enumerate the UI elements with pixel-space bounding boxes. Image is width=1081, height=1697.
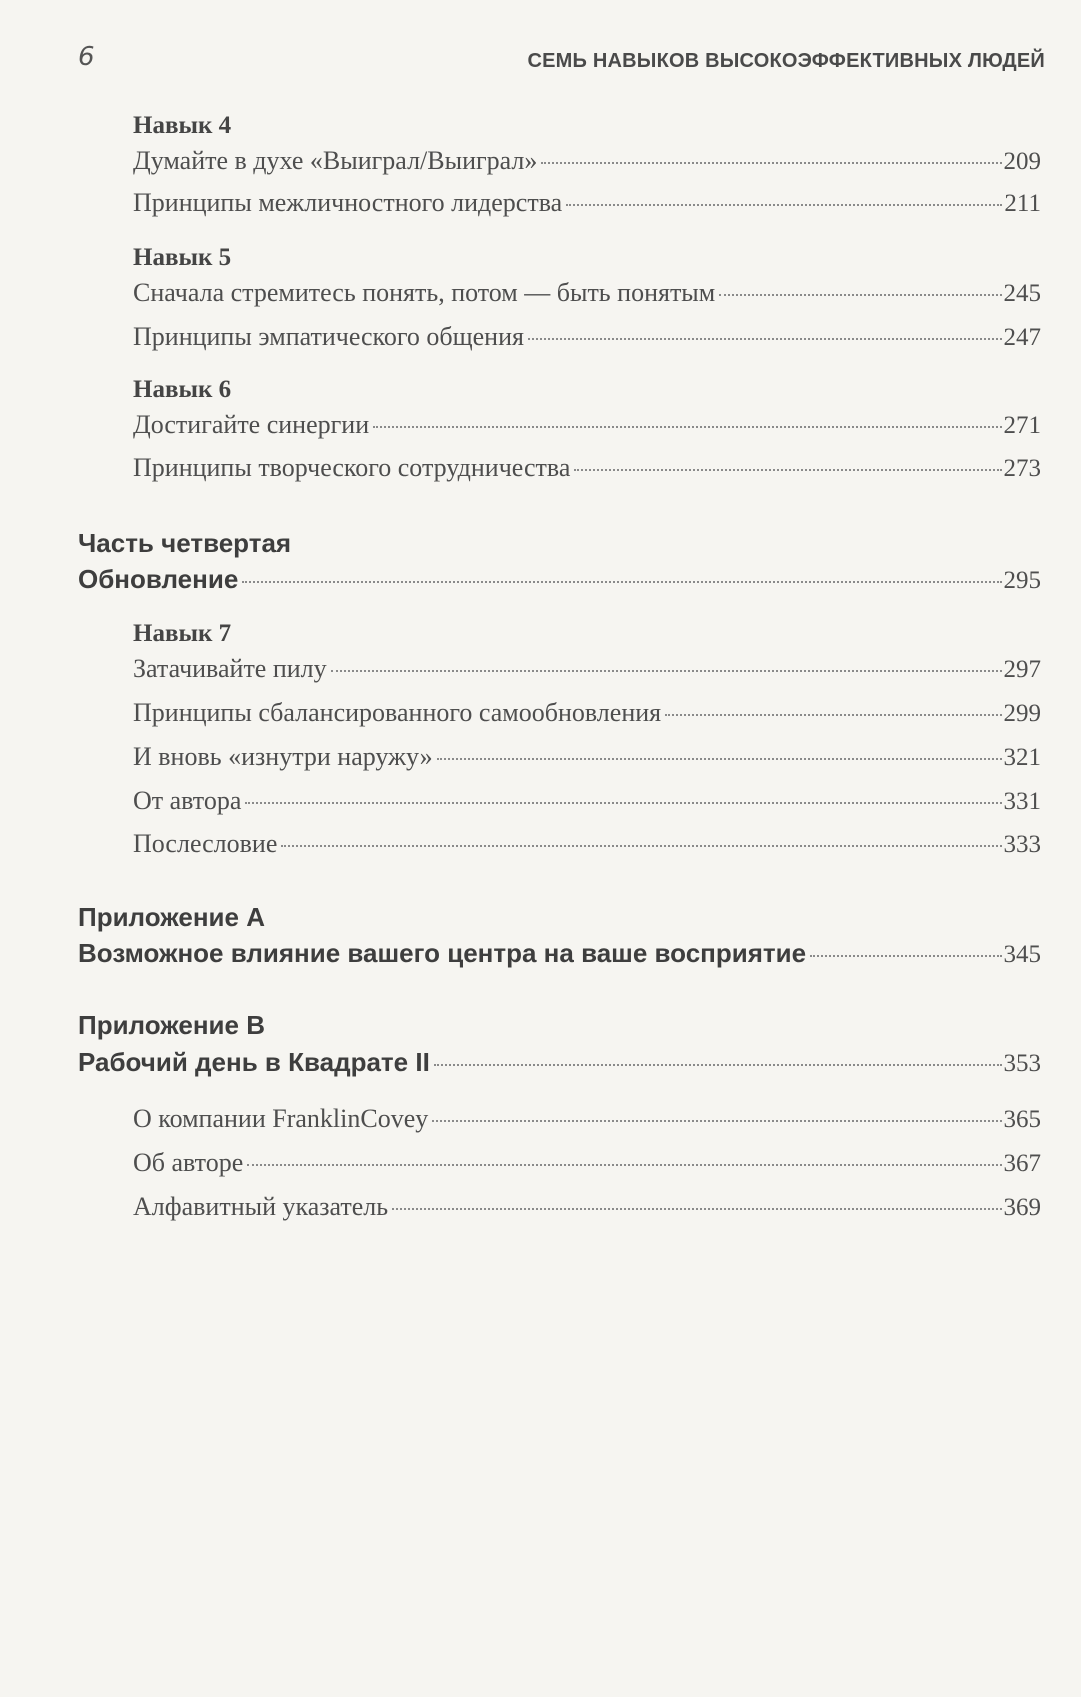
toc-entry[interactable] <box>133 453 1041 483</box>
dot-leader <box>245 802 1001 804</box>
toc-entry[interactable] <box>133 322 1041 352</box>
appendix-b-title: Приложение B <box>78 1010 265 1040</box>
toc-entry-page: 299 <box>1003 700 1041 727</box>
toc-entry-label: Принципы творческого сотрудничества <box>133 453 571 482</box>
dot-leader <box>434 1064 1002 1066</box>
toc-entry[interactable] <box>133 278 1041 308</box>
dot-leader <box>541 162 1001 164</box>
dot-leader <box>432 1120 1001 1122</box>
toc-entry-page: 367 <box>1003 1150 1041 1177</box>
toc-entry[interactable] <box>133 654 1041 684</box>
toc-entry[interactable] <box>133 742 1041 772</box>
toc-entry-label: Возможное влияние вашего центра на ваше восприятие <box>78 938 807 968</box>
toc-entry-page: 271 <box>1003 412 1041 439</box>
toc-entry-label: Рабочий день в Квадрате II <box>78 1047 430 1077</box>
dot-leader <box>810 955 1001 957</box>
toc-entry-page: 353 <box>1003 1050 1041 1077</box>
toc-entry[interactable] <box>133 829 1041 859</box>
toc-entry-label: Обновление <box>78 564 239 594</box>
toc-entry-appendix[interactable] <box>78 1047 1041 1078</box>
toc-entry[interactable] <box>133 786 1041 816</box>
toc-entry-label: Затачивайте пилу <box>133 654 327 683</box>
toc-entry[interactable] <box>133 1148 1041 1178</box>
dot-leader <box>373 426 1001 428</box>
dot-leader <box>719 294 1001 296</box>
toc-entry-page: 247 <box>1003 324 1041 351</box>
dot-leader <box>331 670 1002 672</box>
page-header <box>78 42 1045 82</box>
part-4-title: Часть четвертая <box>78 528 292 558</box>
toc-entry-page: 273 <box>1003 455 1041 482</box>
toc-entry-label: Принципы межличностного лидерства <box>133 188 563 217</box>
toc-entry-page: 211 <box>1004 190 1041 217</box>
toc-entry-label: Об авторе <box>133 1148 244 1177</box>
toc-entry-part[interactable] <box>78 564 1041 595</box>
toc-entry-label: И вновь «изнутри наружу» <box>133 742 433 771</box>
running-head: СЕМЬ НАВЫКОВ ВЫСОКОЭФФЕКТИВНЫХ ЛЮДЕЙ <box>527 50 1045 72</box>
dot-leader <box>392 1208 1001 1210</box>
toc-entry-appendix[interactable] <box>78 938 1041 969</box>
dot-leader <box>566 204 1002 206</box>
toc-entry-page: 295 <box>1003 567 1041 594</box>
toc-entry-label: Достигайте синергии <box>133 410 370 439</box>
toc-entry[interactable] <box>133 1192 1041 1222</box>
habit-5-title: Навык 5 <box>133 244 232 271</box>
dot-leader <box>437 758 1002 760</box>
toc-entry-label: Алфавитный указатель <box>133 1192 389 1221</box>
dot-leader <box>574 469 1001 471</box>
toc-entry-label: Принципы эмпатического общения <box>133 322 524 351</box>
dot-leader <box>665 714 1001 716</box>
dot-leader <box>242 581 1001 583</box>
toc-entry-page: 209 <box>1003 148 1041 175</box>
toc-entry-page: 345 <box>1003 941 1041 968</box>
toc-entry-label: Сначала стремитесь понять, потом — быть понятым <box>133 278 716 307</box>
habit-7-title: Навык 7 <box>133 620 232 647</box>
dot-leader <box>281 845 1001 847</box>
toc-entry[interactable] <box>133 146 1041 176</box>
toc-entry-page: 297 <box>1003 656 1041 683</box>
dot-leader <box>247 1164 1001 1166</box>
toc-entry-page: 245 <box>1003 280 1041 307</box>
toc-entry[interactable] <box>133 698 1041 728</box>
toc-entry-label: Послесловие <box>133 829 278 858</box>
dot-leader <box>528 338 1002 340</box>
toc-entry-page: 331 <box>1003 788 1041 815</box>
toc-entry-label: Принципы сбалансированного самообновления <box>133 698 662 727</box>
toc-entry-page: 333 <box>1003 831 1041 858</box>
toc-entry[interactable] <box>133 410 1041 440</box>
toc-entry[interactable] <box>133 188 1041 218</box>
habit-4-title: Навык 4 <box>133 112 232 139</box>
habit-6-title: Навык 6 <box>133 376 232 403</box>
toc-entry-label: Думайте в духе «Выиграл/Выиграл» <box>133 146 538 175</box>
toc-entry[interactable] <box>133 1104 1041 1134</box>
toc-entry-page: 369 <box>1003 1194 1041 1221</box>
toc-entry-page: 321 <box>1003 744 1041 771</box>
toc-entry-label: О компании FranklinCovey <box>133 1104 429 1133</box>
page-number: 6 <box>78 42 95 72</box>
toc-entry-page: 365 <box>1003 1106 1041 1133</box>
appendix-a-title: Приложение А <box>78 902 265 932</box>
toc-entry-label: От автора <box>133 786 242 815</box>
